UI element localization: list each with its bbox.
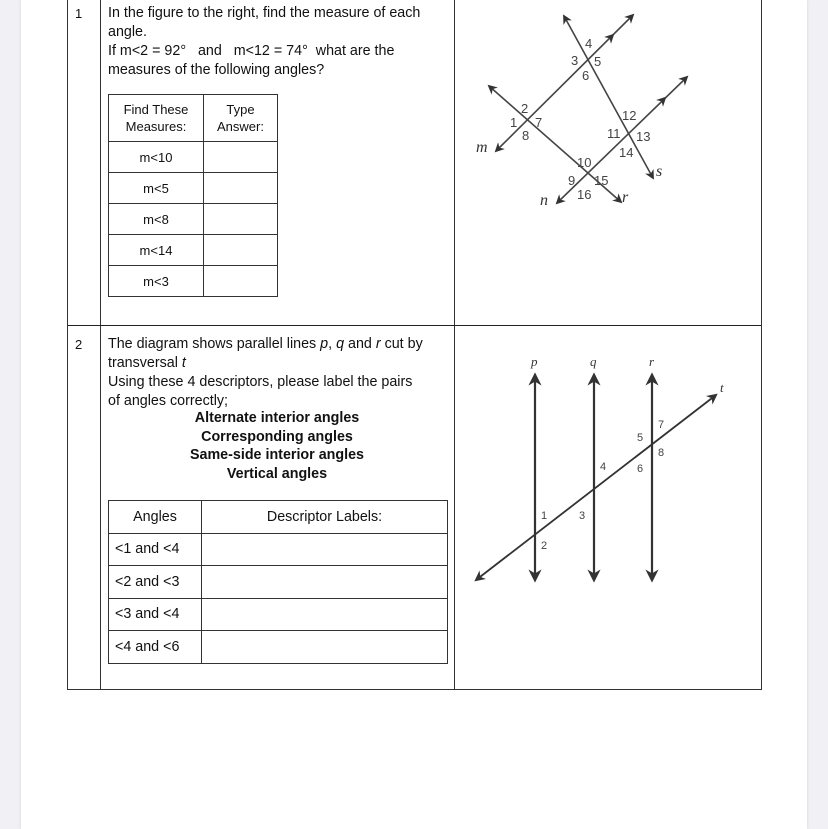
svg-text:12: 12 <box>622 108 637 123</box>
svg-text:t: t <box>720 380 724 395</box>
svg-text:n: n <box>540 192 548 209</box>
svg-text:7: 7 <box>658 419 665 431</box>
header-type-answer: Type Answer: <box>204 95 278 142</box>
svg-text:10: 10 <box>577 155 592 170</box>
text-line: measures of the following angles? <box>108 62 325 78</box>
svg-text:15: 15 <box>594 173 609 188</box>
svg-text:3: 3 <box>579 510 586 522</box>
svg-text:r: r <box>622 189 629 206</box>
text-line: angle. <box>108 24 147 40</box>
table-row: <3 and <4 <box>109 598 448 631</box>
table-row: <2 and <3 <box>109 566 448 599</box>
svg-text:q: q <box>590 354 597 369</box>
table-row: <1 and <4 <box>109 533 448 566</box>
svg-text:7: 7 <box>535 115 543 130</box>
svg-text:r: r <box>649 354 655 369</box>
text-line: In the figure to the right, find the measure of each <box>108 5 421 21</box>
svg-text:6: 6 <box>582 68 590 83</box>
descriptor-item: Same-side interior angles <box>189 447 364 463</box>
line-n <box>557 77 687 203</box>
question-number: 2 <box>75 337 83 352</box>
svg-text:1: 1 <box>510 115 518 130</box>
figure2-parallel-lines <box>476 375 716 580</box>
svg-text:s: s <box>656 163 663 180</box>
figure2-labels <box>530 354 724 552</box>
svg-text:2: 2 <box>541 540 548 552</box>
svg-text:8: 8 <box>658 447 665 459</box>
figure1-labels <box>476 36 662 209</box>
svg-text:16: 16 <box>577 187 592 202</box>
svg-text:1: 1 <box>541 510 548 522</box>
header-descriptor-labels: Descriptor Labels: <box>202 501 448 534</box>
table-row: m<5 <box>109 173 278 204</box>
svg-text:2: 2 <box>521 101 529 116</box>
table-row: m<14 <box>109 235 278 266</box>
question-number: 1 <box>75 6 83 21</box>
svg-text:p: p <box>531 354 538 369</box>
svg-text:14: 14 <box>619 145 634 160</box>
header-angles: Angles <box>109 501 202 534</box>
svg-text:6: 6 <box>637 463 644 475</box>
line-t <box>476 395 716 580</box>
table-row: m<3 <box>109 266 278 297</box>
table-row: m<10 <box>109 142 278 173</box>
header-find-measures: Find These Measures: <box>109 95 204 142</box>
table-row: m<8 <box>109 204 278 235</box>
svg-text:4: 4 <box>600 461 607 473</box>
descriptor-item: Alternate interior angles <box>194 410 360 426</box>
given-values: If m<2 = 92° and m<12 = 74° what are the <box>108 43 395 59</box>
svg-text:8: 8 <box>522 128 530 143</box>
svg-text:5: 5 <box>637 432 644 444</box>
svg-text:m: m <box>476 139 488 156</box>
svg-text:4: 4 <box>585 36 593 51</box>
table-row: <4 and <6 <box>109 631 448 664</box>
descriptor-item: Corresponding angles <box>201 428 353 445</box>
svg-text:11: 11 <box>607 126 621 141</box>
svg-text:5: 5 <box>594 54 602 69</box>
svg-text:13: 13 <box>636 129 651 144</box>
question2-text: The diagram shows parallel lines p, q and r cut by transversal t Using these 4 descriptors, please label the pairs of angles correctly; <box>108 336 423 409</box>
svg-text:3: 3 <box>571 53 579 68</box>
svg-text:9: 9 <box>568 173 576 188</box>
descriptor-item: Vertical angles <box>226 465 328 482</box>
